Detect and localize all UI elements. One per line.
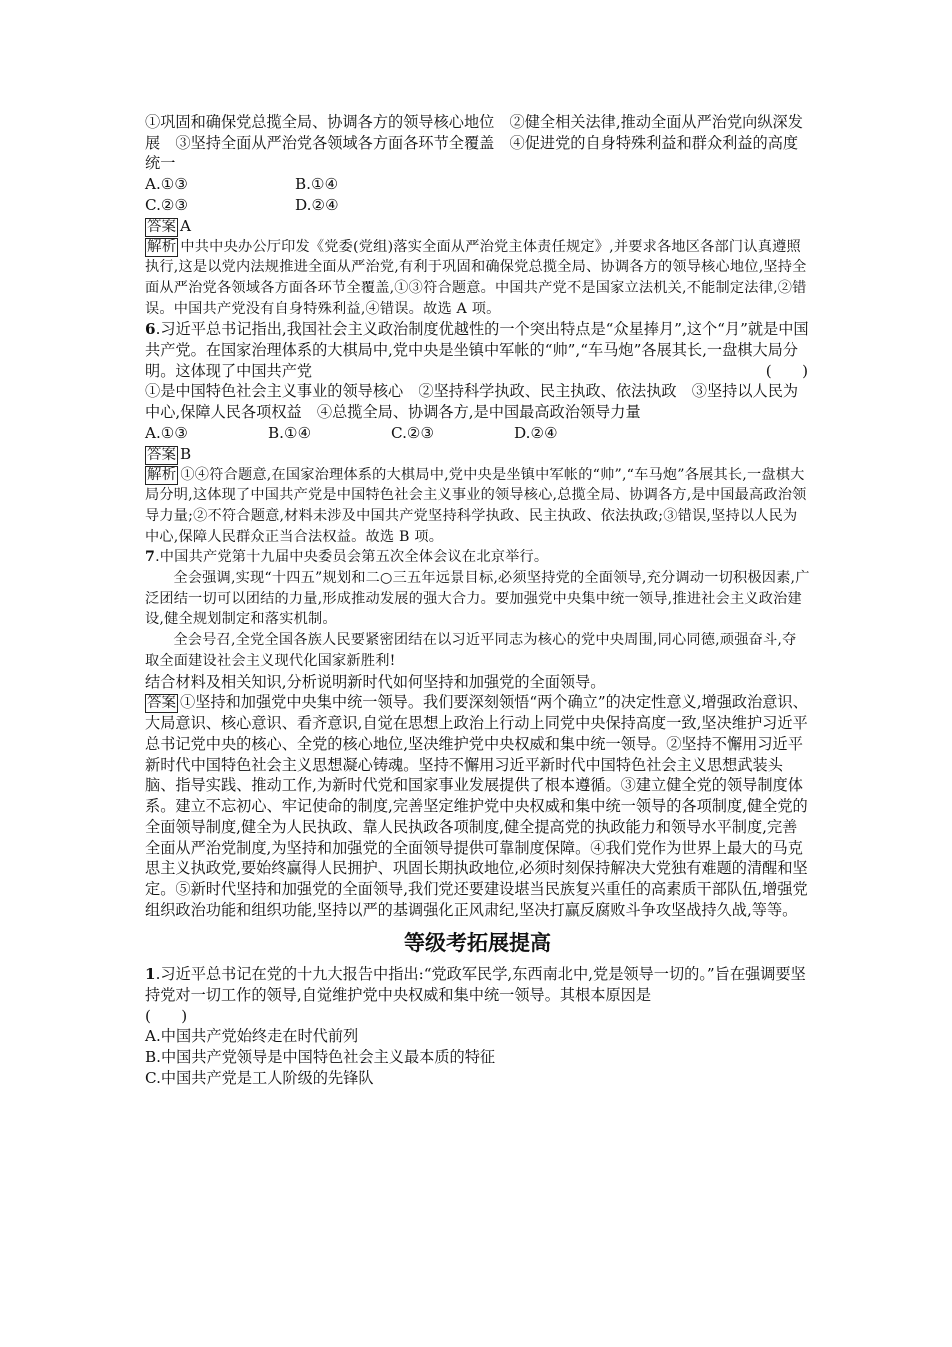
q7-answer <box>145 692 810 920</box>
q5-options-row-2 <box>145 195 810 216</box>
s1-number: 1 <box>145 965 156 984</box>
s1-option-c[interactable]: C.中国共产党是工人阶级的先锋队 <box>145 1068 374 1087</box>
section-title: 等级考拓展提高 <box>404 931 551 956</box>
q6-stem-text: .习近平总书记指出,我国社会主义政治制度优越性的一个突出特点是“众星捧月”,这个“月”就是中国共产党。在国家治理体系的大棋局中,党中央是坐镇中军帐的“帅”,“车马炮”各展其长,一盘棋大局分明。这体现了中国共产党 <box>145 320 809 380</box>
q5-options-row-1 <box>145 174 810 195</box>
q6-stem <box>145 319 810 381</box>
q5-analysis <box>145 237 810 320</box>
answer-tag: 答案 <box>147 218 176 235</box>
q6-option-c[interactable]: C.②③ <box>391 423 435 442</box>
q7-stem-text: .中国共产党第十九届中央委员会第五次全体会议在北京举行。 <box>155 549 549 566</box>
s1-option-a[interactable]: A.中国共产党始终走在时代前列 <box>145 1027 359 1046</box>
q6-answer-value: B <box>180 444 192 463</box>
q6-options-row <box>145 423 810 444</box>
s1-stem-text: .习近平总书记在党的十九大报告中指出:“党政军民学,东西南北中,党是领导一切的。”旨在强调要坚持党对一切工作的领导,自觉维护党中央权威和集中统一领导。其根本原因是 <box>145 965 806 1005</box>
q7-material-para-2: 全会号召,全党全国各族人民要紧密团结在以习近平同志为核心的党中央周围,同心同德,顽强奋斗,夺取全面建设社会主义现代化国家新胜利! <box>145 632 797 669</box>
q5-option-a[interactable]: A.①③ <box>145 175 189 194</box>
q5-answer-value: A <box>180 216 191 235</box>
s1-stem <box>145 964 810 1005</box>
q6-option-d[interactable]: D.②④ <box>514 423 558 442</box>
q6-statement: ①是中国特色社会主义事业的领导核心 ②坚持科学执政、民主执政、依法执政 ③坚持以人民为中心,保障人民各项权益 ④总揽全局、协调各方,是中国最高政治领导力量 <box>145 382 799 422</box>
q7-stem <box>145 547 810 568</box>
q6-analysis-text: ①④符合题意,在国家治理体系的大棋局中,党中央是坐镇中军帐的“帅”,“车马炮”各展其长,一盘棋大局分明,这体现了中国共产党是中国特色社会主义事业的领导核心,总揽全局、协调各方,是中国最高政治领导力量;②不符合题意,材料未涉及中国共产党坚持科学执政、民主执政、依法执政;③错误,坚持以人民为中心,保障人民群众正当合法权益。故选 B 项。 <box>145 466 807 545</box>
q6-analysis <box>145 465 810 548</box>
analysis-tag: 解析 <box>147 238 177 255</box>
q7-answer-text: ①坚持和加强党中央集中统一领导。我们要深刻领悟“两个确立”的决定性意义,增强政治意识、大局意识、核心意识、看齐意识,自觉在思想上政治上行动上同党中央保持高度一致,坚决维护习近平总书记党中央的核心、全党的核心地位,坚决维护党中央权威和集中统一领导。②坚持不懈用习近平新时代中国特色社会主义思想凝心铸魂。坚持不懈用习近平新时代中国特色社会主义思想武装头脑、指导实践、推动工作,为新时代党和国家事业发展提供了根本遵循。③建立健全党的领导制度体系。建立不忘初心、牢记使命的制度,完善坚定维护党中央权威和集中统一领导的各项制度,健全党的全面领导制度,健全为人民执政、靠人民执政各项制度,健全提高党的执政能力和领导水平制度,完善全面从严治党制度,为坚持和加强党的全面领导提供可靠制度保障。④我们党作为世界上最大的马克思主义执政党,要始终赢得人民拥护、巩固长期执政地位,必须时刻保持解决大党独有难题的清醒和坚定。⑤新时代坚持和加强党的全面领导,我们党还要建设堪当民族复兴重任的高素质干部队伍,增强党组织政治功能和组织功能,坚持以严的基调强化正风肃纪,坚决打赢反腐败斗争攻坚战持久战,等等。 <box>145 693 808 919</box>
analysis-tag: 解析 <box>147 466 177 483</box>
q5-option-d[interactable]: D.②④ <box>295 195 339 214</box>
q6-option-a[interactable]: A.①③ <box>145 423 189 442</box>
q5-answer <box>145 216 810 237</box>
s1-option-b[interactable]: B.中国共产党领导是中国特色社会主义最本质的特征 <box>145 1048 496 1067</box>
answer-tag: 答案 <box>147 695 176 712</box>
q5-option-b[interactable]: B.①④ <box>295 175 339 194</box>
q6-number: 6 <box>145 320 156 339</box>
q7-material-para-1: 全会强调,实现“十四五”规划和二○三五年远景目标,必须坚持党的全面领导,充分调动一切积极因素,广泛团结一切可以团结的力量,形成推动发展的强大合力。要加强党中央集中统一领导,推进社会主义政治建设,健全规划制定和落实机制。 <box>145 570 810 628</box>
q6-option-b[interactable]: B.①④ <box>268 423 312 442</box>
document-page <box>145 112 810 1089</box>
s1-answer-paren: ( ) <box>145 1006 188 1025</box>
q5-statement: ①巩固和确保党总揽全局、协调各方的领导核心地位 ②健全相关法律,推动全面从严治党向纵深发展 ③坚持全面从严治党各领域各方面各环节全覆盖 ④促进党的自身特殊利益和群众利益的高度统一 <box>145 113 803 173</box>
q7-question: 结合材料及相关知识,分析说明新时代如何坚持和加强党的全面领导。 <box>145 672 606 691</box>
q5-option-c[interactable]: C.②③ <box>145 195 189 214</box>
answer-tag: 答案 <box>147 446 176 463</box>
q6-answer-paren: ( ) <box>765 361 808 380</box>
q6-answer <box>145 444 810 465</box>
q5-analysis-text: 中共中央办公厅印发《党委(党组)落实全面从严治党主体责任规定》,并要求各地区各部门认真遵照执行,这是以党内法规推进全面从严治党,有利于巩固和确保党总揽全局、协调各方的领导核心地位,坚持全面从严治党各领域各方面各环节全覆盖,①③符合题意。中国共产党不是国家立法机关,不能制定法律,②错误。中国共产党没有自身特殊利益,④错误。故选 A 项。 <box>145 238 807 317</box>
q7-number: 7 <box>145 549 156 566</box>
